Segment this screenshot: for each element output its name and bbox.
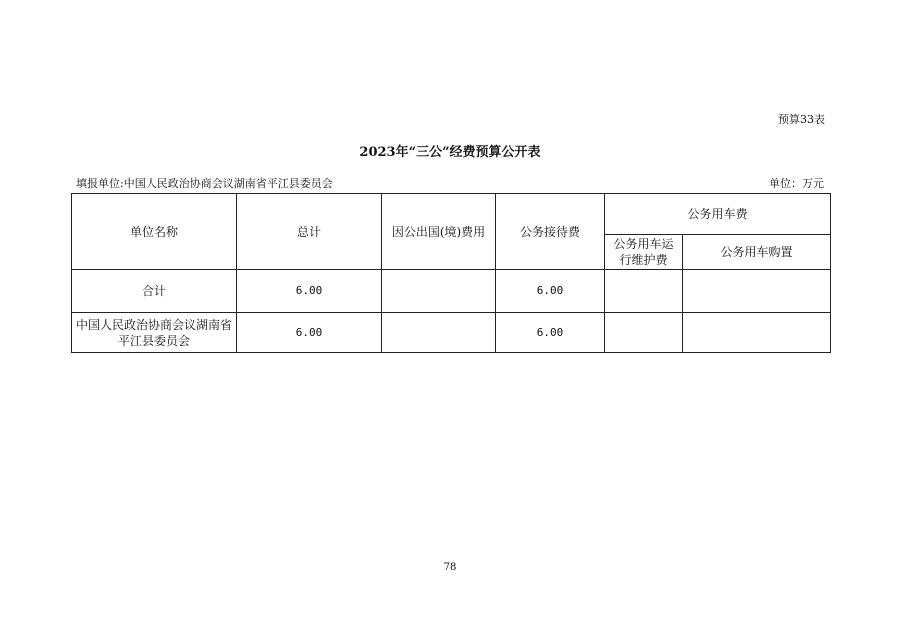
table-row <box>72 313 831 353</box>
cell-reception: 6.00 <box>496 270 605 313</box>
cell-total: 6.00 <box>237 270 382 313</box>
cell-abroad <box>382 270 496 313</box>
header-total: 总计 <box>237 194 382 270</box>
header-reception: 公务接待费 <box>496 194 605 270</box>
cell-reception: 6.00 <box>496 313 605 353</box>
cell-vehicle-operation <box>605 270 683 313</box>
budget-table <box>71 193 831 353</box>
header-vehicle-purchase: 公务用车购置 <box>683 235 831 270</box>
cell-unit-name: 合计 <box>72 270 237 313</box>
header-abroad: 因公出国(境)费用 <box>382 194 496 270</box>
table-row <box>72 270 831 313</box>
cell-unit-name: 中国人民政治协商会议湖南省平江县委员会 <box>72 313 237 353</box>
header-vehicle-operation: 公务用车运行维护费 <box>605 235 683 270</box>
header-vehicle-group: 公务用车费 <box>605 194 831 235</box>
cell-abroad <box>382 313 496 353</box>
cell-vehicle-operation <box>605 313 683 353</box>
filing-unit: 填报单位:中国人民政治协商会议湖南省平江县委员会 <box>76 177 333 190</box>
cell-vehicle-purchase <box>683 313 831 353</box>
currency-unit: 单位：万元 <box>769 177 824 190</box>
cell-total: 6.00 <box>237 313 382 353</box>
cell-vehicle-purchase <box>683 270 831 313</box>
header-unit-name: 单位名称 <box>72 194 237 270</box>
page-title: 2023年“三公”经费预算公开表 <box>359 145 541 160</box>
page-number: 78 <box>443 562 457 573</box>
table-number: 预算33表 <box>778 113 825 126</box>
